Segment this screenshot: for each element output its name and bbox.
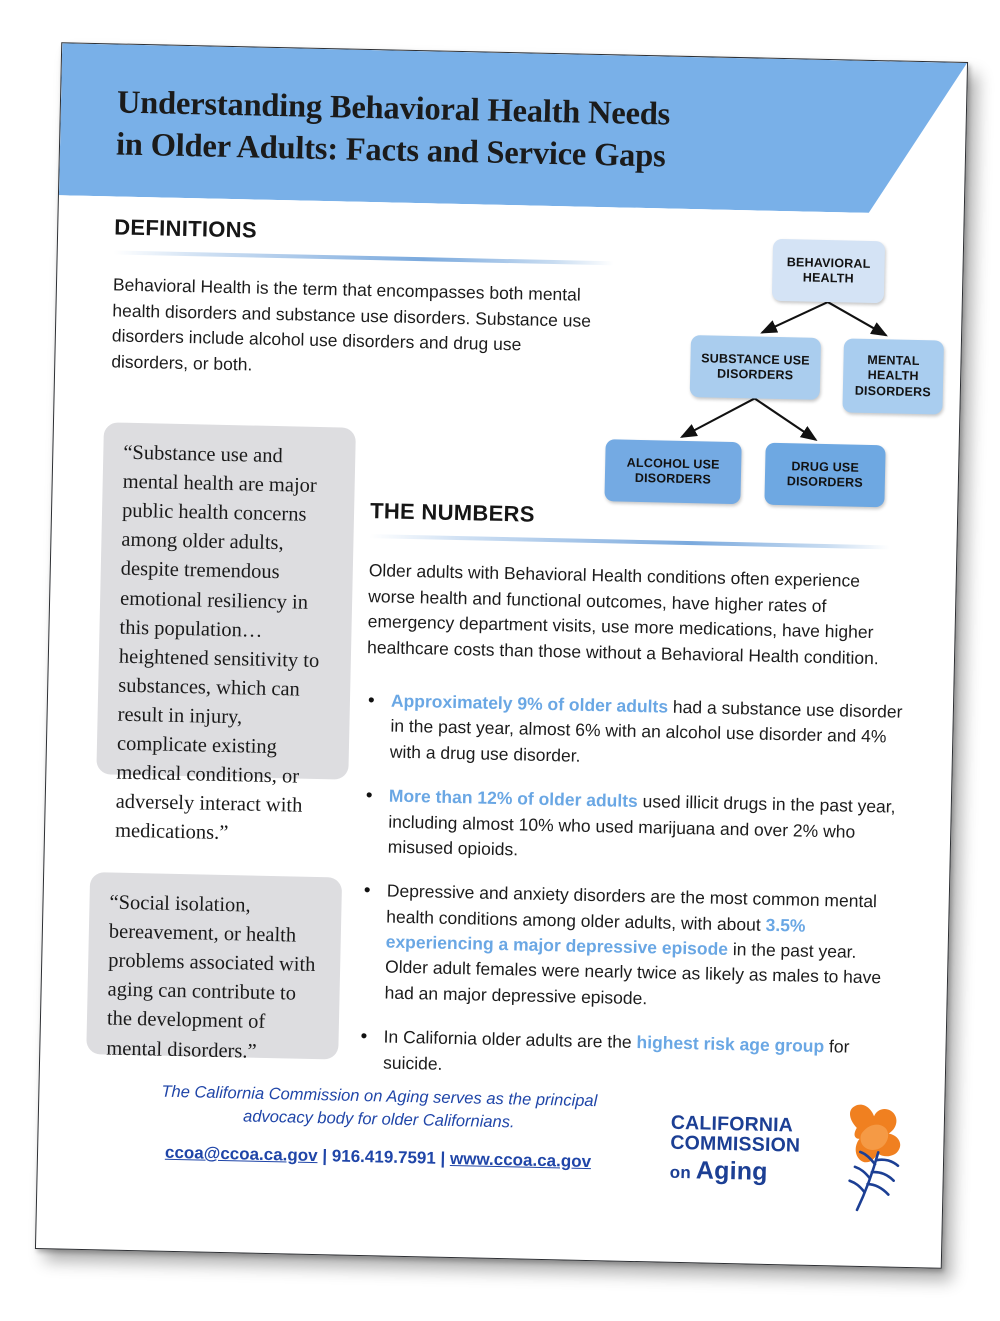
definitions-section bbox=[111, 214, 614, 386]
logo-line-3 bbox=[670, 1158, 843, 1187]
quote-text: “Social isolation, bereavement, or health problems associated with aging can contribute to the development of mental disorders.” bbox=[106, 891, 316, 1063]
phone-number: 916.419.7591 bbox=[331, 1146, 437, 1168]
flow-node-label: MENTAL HEALTH DISORDERS bbox=[854, 353, 932, 399]
flow-node-behavioral-health bbox=[772, 239, 885, 303]
document-page bbox=[35, 42, 968, 1268]
logo-aging-word: Aging bbox=[695, 1156, 769, 1186]
bullet-text-pre: Depressive and anxiety disorders are the most common mental health conditions among older adults, with about bbox=[386, 880, 878, 935]
bullet-highlight: Approximately 9% of older adults bbox=[390, 690, 669, 717]
definitions-heading: DEFINITIONS bbox=[113, 214, 258, 243]
bullet-dot-icon: • bbox=[360, 1026, 368, 1048]
mission-line-1: The California Commission on Aging serves as the principal bbox=[161, 1082, 598, 1111]
statistics-bullet-list bbox=[355, 688, 909, 1106]
flow-node-substance-use-disorders bbox=[690, 335, 821, 400]
flow-node-label: BEHAVIORAL HEALTH bbox=[786, 254, 871, 286]
page-title bbox=[116, 82, 838, 181]
contact-line bbox=[128, 1142, 628, 1173]
website-link[interactable]: www.ccoa.ca.gov bbox=[449, 1148, 592, 1172]
logo-line-1: CALIFORNIA bbox=[670, 1111, 794, 1137]
list-item bbox=[361, 783, 908, 871]
bullet-highlight: 3.5% experiencing a major depressive episode bbox=[385, 914, 806, 960]
flow-node-label: DRUG USE DISORDERS bbox=[786, 459, 864, 490]
the-numbers-divider bbox=[370, 534, 890, 549]
quote-card-social-isolation bbox=[86, 872, 342, 1063]
bullet-text: for suicide. bbox=[382, 1036, 850, 1074]
bullet-dot-icon: • bbox=[363, 880, 371, 902]
mission-statement bbox=[129, 1080, 630, 1137]
bullet-dot-icon: • bbox=[367, 690, 375, 712]
flow-node-label: SUBSTANCE USE DISORDERS bbox=[701, 351, 810, 383]
list-item bbox=[356, 1024, 902, 1087]
behavioral-health-flowchart bbox=[582, 233, 958, 531]
bullet-text: used illicit drugs in the past year, including almost 10% who used marijuana and over 2% who misused opioids. bbox=[387, 791, 896, 860]
page-title-line-2: in Older Adults: Facts and Service Gaps bbox=[115, 126, 666, 175]
contact-separator-1: | bbox=[317, 1146, 333, 1166]
definitions-body-text: Behavioral Health is the term that encompasses both mental health disorders and substance use disorders. Substance use disorders include alcohol use disorders and drug use disorders, or both. bbox=[111, 274, 592, 375]
flow-node-alcohol-use-disorders bbox=[604, 439, 741, 504]
logo-line-2: COMMISSION bbox=[670, 1131, 801, 1157]
page-title-line-1: Understanding Behavioral Health Needs bbox=[116, 84, 671, 133]
list-item bbox=[357, 878, 905, 1017]
contact-separator-2: | bbox=[435, 1148, 451, 1168]
the-numbers-heading: THE NUMBERS bbox=[369, 498, 536, 527]
flow-node-mental-health-disorders bbox=[842, 338, 944, 414]
mission-line-2: advocacy body for older Californians. bbox=[242, 1107, 515, 1132]
email-link[interactable]: ccoa@ccoa.ca.gov bbox=[164, 1142, 318, 1166]
ccoa-logo bbox=[667, 1096, 900, 1219]
the-numbers-section bbox=[367, 498, 890, 671]
quote-text: “Substance use and mental health are major public health concerns among older adults, despite tremendous emotional resiliency in this population… heightened sensitivity to substances, which can result in injury, complicate existing medical conditions, or adversely interact with medications.” bbox=[114, 441, 320, 845]
logo-on-word: on bbox=[669, 1162, 697, 1183]
flow-node-label: ALCOHOL USE DISORDERS bbox=[626, 455, 720, 487]
california-poppy-icon bbox=[817, 1101, 905, 1215]
the-numbers-intro-text: Older adults with Behavioral Health conditions often experience worse health and functional outcomes, have higher rates of emergency department visits, use more medications, have higher healthcare costs than those without a Behavioral Health condition. bbox=[366, 560, 879, 668]
bullet-text: in the past year. Older adult females were nearly twice as likely as males to have had an major depressive episode. bbox=[384, 939, 882, 1009]
bullet-highlight: More than 12% of older adults bbox=[388, 785, 639, 812]
bullet-dot-icon: • bbox=[365, 785, 373, 807]
bullet-text-pre: In California older adults are the bbox=[383, 1026, 637, 1053]
bullet-text: had a substance use disorder in the past year, almost 6% with an alcohol use disorder and 4% with a drug use disorder. bbox=[389, 696, 903, 766]
bullet-highlight: highest risk age group bbox=[636, 1032, 825, 1057]
definitions-divider bbox=[114, 250, 614, 265]
list-item bbox=[363, 688, 910, 776]
flow-node-drug-use-disorders bbox=[764, 443, 885, 508]
quote-card-substance-use bbox=[96, 422, 356, 845]
